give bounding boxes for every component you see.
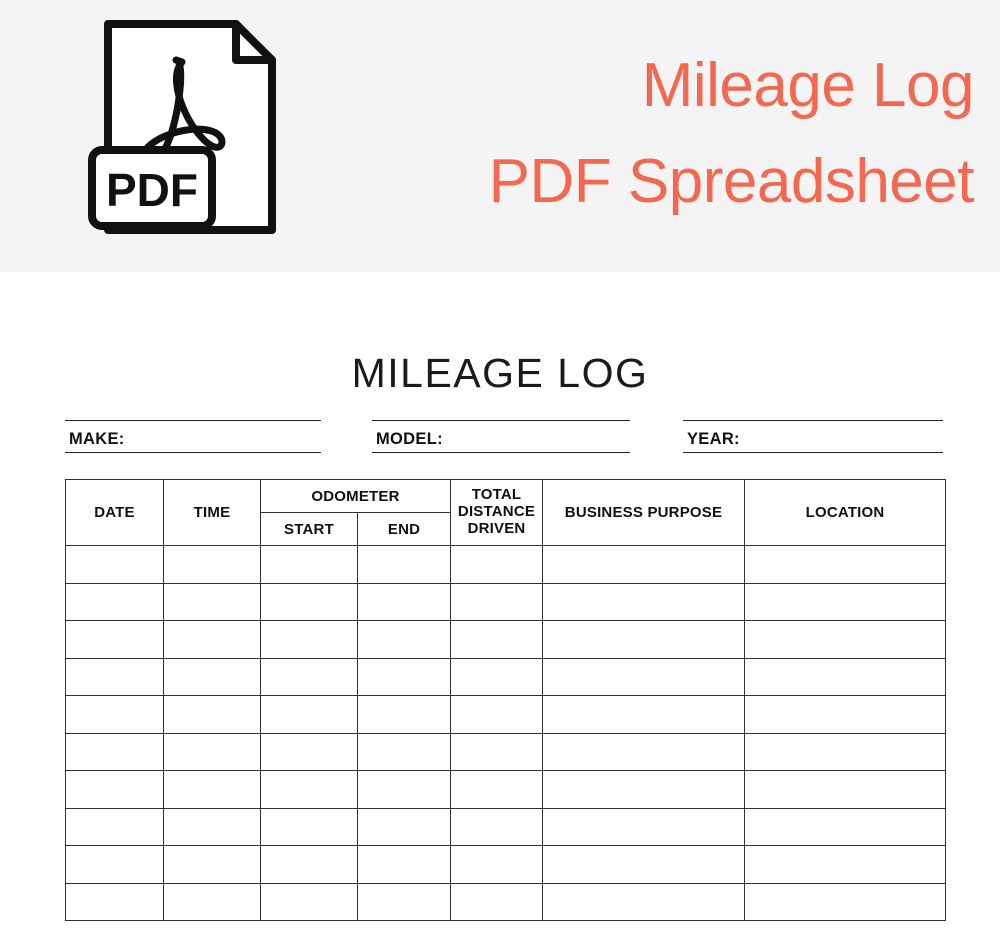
- cell-end[interactable]: [358, 583, 451, 621]
- document-title: MILEAGE LOG: [351, 350, 649, 396]
- cell-time[interactable]: [164, 621, 261, 659]
- column-header-date: DATE: [66, 480, 164, 546]
- cell-purpose[interactable]: [543, 883, 745, 921]
- table-row: [66, 808, 946, 846]
- table-row: [66, 621, 946, 659]
- table-body: [66, 546, 946, 921]
- cell-start[interactable]: [261, 696, 358, 734]
- cell-end[interactable]: [358, 771, 451, 809]
- cell-purpose[interactable]: [543, 621, 745, 659]
- cell-time[interactable]: [164, 883, 261, 921]
- column-header-odometer-start: START: [261, 513, 358, 546]
- cell-start[interactable]: [261, 583, 358, 621]
- cell-date[interactable]: [66, 621, 164, 659]
- cell-date[interactable]: [66, 546, 164, 584]
- cell-time[interactable]: [164, 808, 261, 846]
- cell-purpose[interactable]: [543, 583, 745, 621]
- cell-time[interactable]: [164, 733, 261, 771]
- cell-location[interactable]: [745, 808, 946, 846]
- cell-date[interactable]: [66, 658, 164, 696]
- cell-location[interactable]: [745, 696, 946, 734]
- cell-time[interactable]: [164, 546, 261, 584]
- cell-location[interactable]: [745, 771, 946, 809]
- header-banner: [0, 0, 1000, 272]
- cell-time[interactable]: [164, 658, 261, 696]
- column-header-business-purpose: BUSINESS PURPOSE: [543, 480, 745, 546]
- year-field-label: YEAR:: [687, 430, 740, 448]
- cell-total[interactable]: [451, 771, 543, 809]
- cell-date[interactable]: [66, 733, 164, 771]
- cell-start[interactable]: [261, 733, 358, 771]
- cell-location[interactable]: [745, 883, 946, 921]
- make-field[interactable]: [65, 420, 321, 453]
- pdf-file-icon: [86, 16, 286, 261]
- cell-total[interactable]: [451, 546, 543, 584]
- cell-date[interactable]: [66, 846, 164, 884]
- table-row: [66, 696, 946, 734]
- cell-start[interactable]: [261, 808, 358, 846]
- cell-date[interactable]: [66, 883, 164, 921]
- cell-purpose[interactable]: [543, 808, 745, 846]
- cell-purpose[interactable]: [543, 846, 745, 884]
- cell-location[interactable]: [745, 846, 946, 884]
- cell-end[interactable]: [358, 846, 451, 884]
- cell-purpose[interactable]: [543, 696, 745, 734]
- table-row: [66, 583, 946, 621]
- table-row: [66, 546, 946, 584]
- cell-location[interactable]: [745, 733, 946, 771]
- cell-date[interactable]: [66, 583, 164, 621]
- cell-total[interactable]: [451, 846, 543, 884]
- cell-date[interactable]: [66, 771, 164, 809]
- cell-location[interactable]: [745, 546, 946, 584]
- cell-purpose[interactable]: [543, 658, 745, 696]
- cell-location[interactable]: [745, 621, 946, 659]
- cell-total[interactable]: [451, 583, 543, 621]
- cell-time[interactable]: [164, 583, 261, 621]
- cell-date[interactable]: [66, 696, 164, 734]
- cell-total[interactable]: [451, 733, 543, 771]
- column-header-location: LOCATION: [745, 480, 946, 546]
- cell-total[interactable]: [451, 658, 543, 696]
- make-field-label: MAKE:: [69, 430, 125, 448]
- banner-title: [314, 38, 974, 230]
- model-field-label: MODEL:: [376, 430, 443, 448]
- cell-purpose[interactable]: [543, 546, 745, 584]
- cell-purpose[interactable]: [543, 733, 745, 771]
- cell-end[interactable]: [358, 658, 451, 696]
- table-row: [66, 733, 946, 771]
- cell-location[interactable]: [745, 583, 946, 621]
- cell-date[interactable]: [66, 808, 164, 846]
- year-field[interactable]: [683, 420, 943, 453]
- cell-end[interactable]: [358, 546, 451, 584]
- table-row: [66, 771, 946, 809]
- banner-title-line-1: Mileage Log: [641, 51, 974, 120]
- model-field[interactable]: [372, 420, 630, 453]
- table-row: [66, 846, 946, 884]
- table-row: [66, 658, 946, 696]
- cell-total[interactable]: [451, 808, 543, 846]
- cell-start[interactable]: [261, 771, 358, 809]
- cell-total[interactable]: [451, 696, 543, 734]
- cell-end[interactable]: [358, 696, 451, 734]
- cell-total[interactable]: [451, 883, 543, 921]
- table-header: [66, 480, 946, 546]
- cell-end[interactable]: [358, 733, 451, 771]
- vehicle-info-fields: [65, 420, 945, 470]
- pdf-badge-label: PDF: [106, 164, 198, 216]
- cell-start[interactable]: [261, 846, 358, 884]
- table-row: [66, 883, 946, 921]
- cell-total[interactable]: [451, 621, 543, 659]
- cell-end[interactable]: [358, 621, 451, 659]
- cell-end[interactable]: [358, 883, 451, 921]
- mileage-log-table: [65, 479, 946, 921]
- cell-start[interactable]: [261, 621, 358, 659]
- column-header-odometer-group: ODOMETER: [261, 480, 451, 513]
- cell-location[interactable]: [745, 658, 946, 696]
- cell-start[interactable]: [261, 546, 358, 584]
- cell-end[interactable]: [358, 808, 451, 846]
- cell-start[interactable]: [261, 658, 358, 696]
- cell-time[interactable]: [164, 771, 261, 809]
- column-header-time: TIME: [164, 480, 261, 546]
- column-header-odometer-end: END: [358, 513, 451, 546]
- document-sheet: [0, 272, 1000, 948]
- cell-time[interactable]: [164, 696, 261, 734]
- cell-purpose[interactable]: [543, 771, 745, 809]
- banner-title-line-2: PDF Spreadsheet: [488, 147, 974, 217]
- cell-time[interactable]: [164, 846, 261, 884]
- column-header-total-distance: TOTAL DISTANCE DRIVEN: [451, 480, 543, 546]
- cell-start[interactable]: [261, 883, 358, 921]
